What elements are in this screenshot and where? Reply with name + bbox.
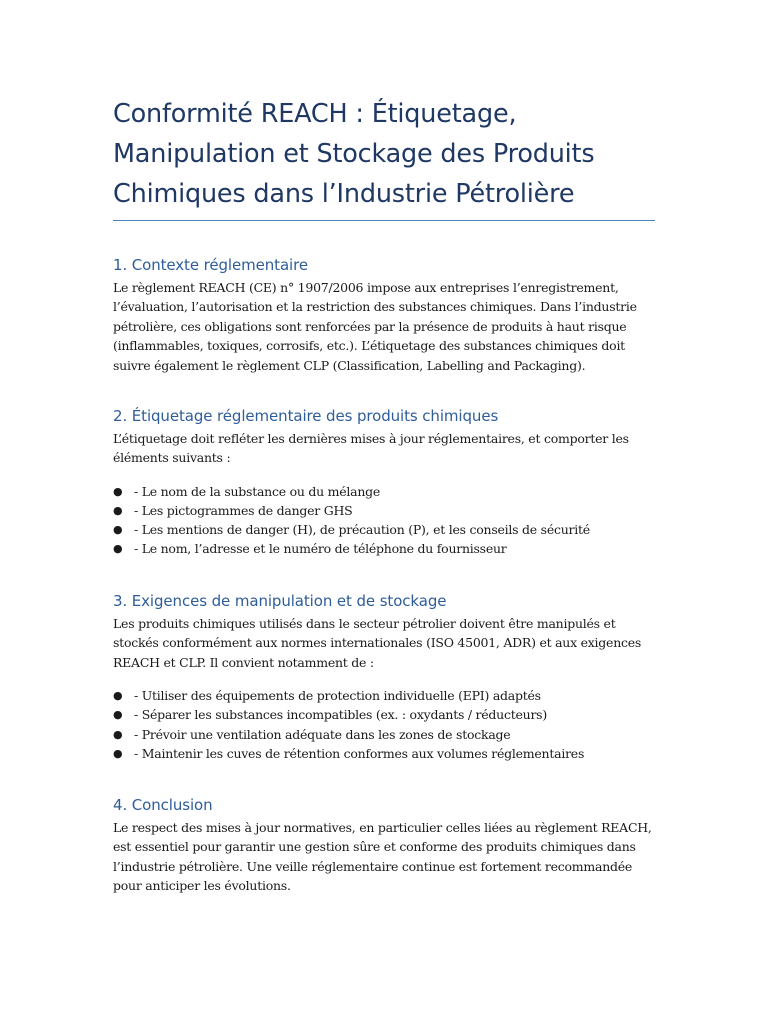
list-item (113, 705, 658, 724)
list-item-text: - Maintenir les cuves de rétention conformes aux volumes réglementaires (134, 745, 585, 761)
section-heading: 2. Étiquetage réglementaire des produits chimiques (113, 407, 499, 425)
section-paragraph: Les produits chimiques utilisés dans le secteur pétrolier doivent être manipulés et stockés conformément aux normes internationales (ISO 45001, ADR) et aux exigences REACH et CLP. Il convient notamment de : (113, 616, 642, 670)
list-item-text: - Séparer les substances incompatibles (ex. : oxydants / réducteurs) (134, 707, 547, 723)
list-item (113, 520, 658, 539)
bullet-icon: ● (113, 727, 123, 741)
bullet-icon: ● (113, 523, 123, 537)
bullet-icon: ● (113, 746, 123, 760)
list-item-text: - Les pictogrammes de danger GHS (134, 503, 353, 519)
title-divider (113, 220, 655, 221)
list-item (113, 744, 658, 763)
list-item (113, 686, 658, 705)
section-etiquetage (113, 406, 658, 559)
list-item (113, 482, 658, 501)
section-heading: 1. Contexte réglementaire (113, 256, 308, 274)
bullet-list (113, 482, 658, 559)
section-paragraph: Le respect des mises à jour normatives, en particulier celles liées au règlement REACH, est essentiel pour garantir une gestion sûre et conforme des produits chimiques dans l’industrie pétrolière. Une veille réglementaire continue est fortement recommandée pour anticiper les évolutions. (113, 820, 652, 894)
bullet-icon: ● (113, 484, 123, 498)
section-conclusion (113, 795, 658, 896)
section-heading: 3. Exigences de manipulation et de stockage (113, 592, 447, 610)
list-item-text: - Le nom, l’adresse et le numéro de téléphone du fournisseur (134, 541, 507, 557)
list-item-text: - Les mentions de danger (H), de précaution (P), et les conseils de sécurité (134, 522, 590, 538)
list-item-text: - Le nom de la substance ou du mélange (134, 483, 381, 499)
list-item (113, 725, 658, 744)
list-item (113, 501, 658, 520)
section-paragraph: Le règlement REACH (CE) n° 1907/2006 impose aux entreprises l’enregistrement, l’évaluation, l’autorisation et la restriction des substances chimiques. Dans l’industrie pétrolière, ces obligations sont renforcées par la présence de produits à haut risque (inflammables, toxiques, corrosifs, etc.). L’étiquetage des substances chimiques doit suivre également le règlement CLP (Classification, Labelling and Packaging). (113, 280, 637, 373)
bullet-list (113, 686, 658, 763)
bullet-icon: ● (113, 708, 123, 722)
list-item-text: - Prévoir une ventilation adéquate dans les zones de stockage (134, 726, 511, 742)
section-paragraph: L’étiquetage doit refléter les dernières mises à jour réglementaires, et comporter les éléments suivants : (113, 431, 629, 466)
bullet-icon: ● (113, 689, 123, 703)
section-manipulation-stockage (113, 591, 658, 763)
document-title: Conformité REACH : Étiquetage, Manipulation et Stockage des Produits Chimiques dans l’Industrie Pétrolière (113, 99, 595, 209)
list-item (113, 539, 658, 558)
bullet-icon: ● (113, 542, 123, 556)
list-item-text: - Utiliser des équipements de protection individuelle (EPI) adaptés (134, 688, 541, 704)
section-heading: 4. Conclusion (113, 796, 213, 814)
bullet-icon: ● (113, 504, 123, 518)
section-contexte (113, 255, 658, 375)
